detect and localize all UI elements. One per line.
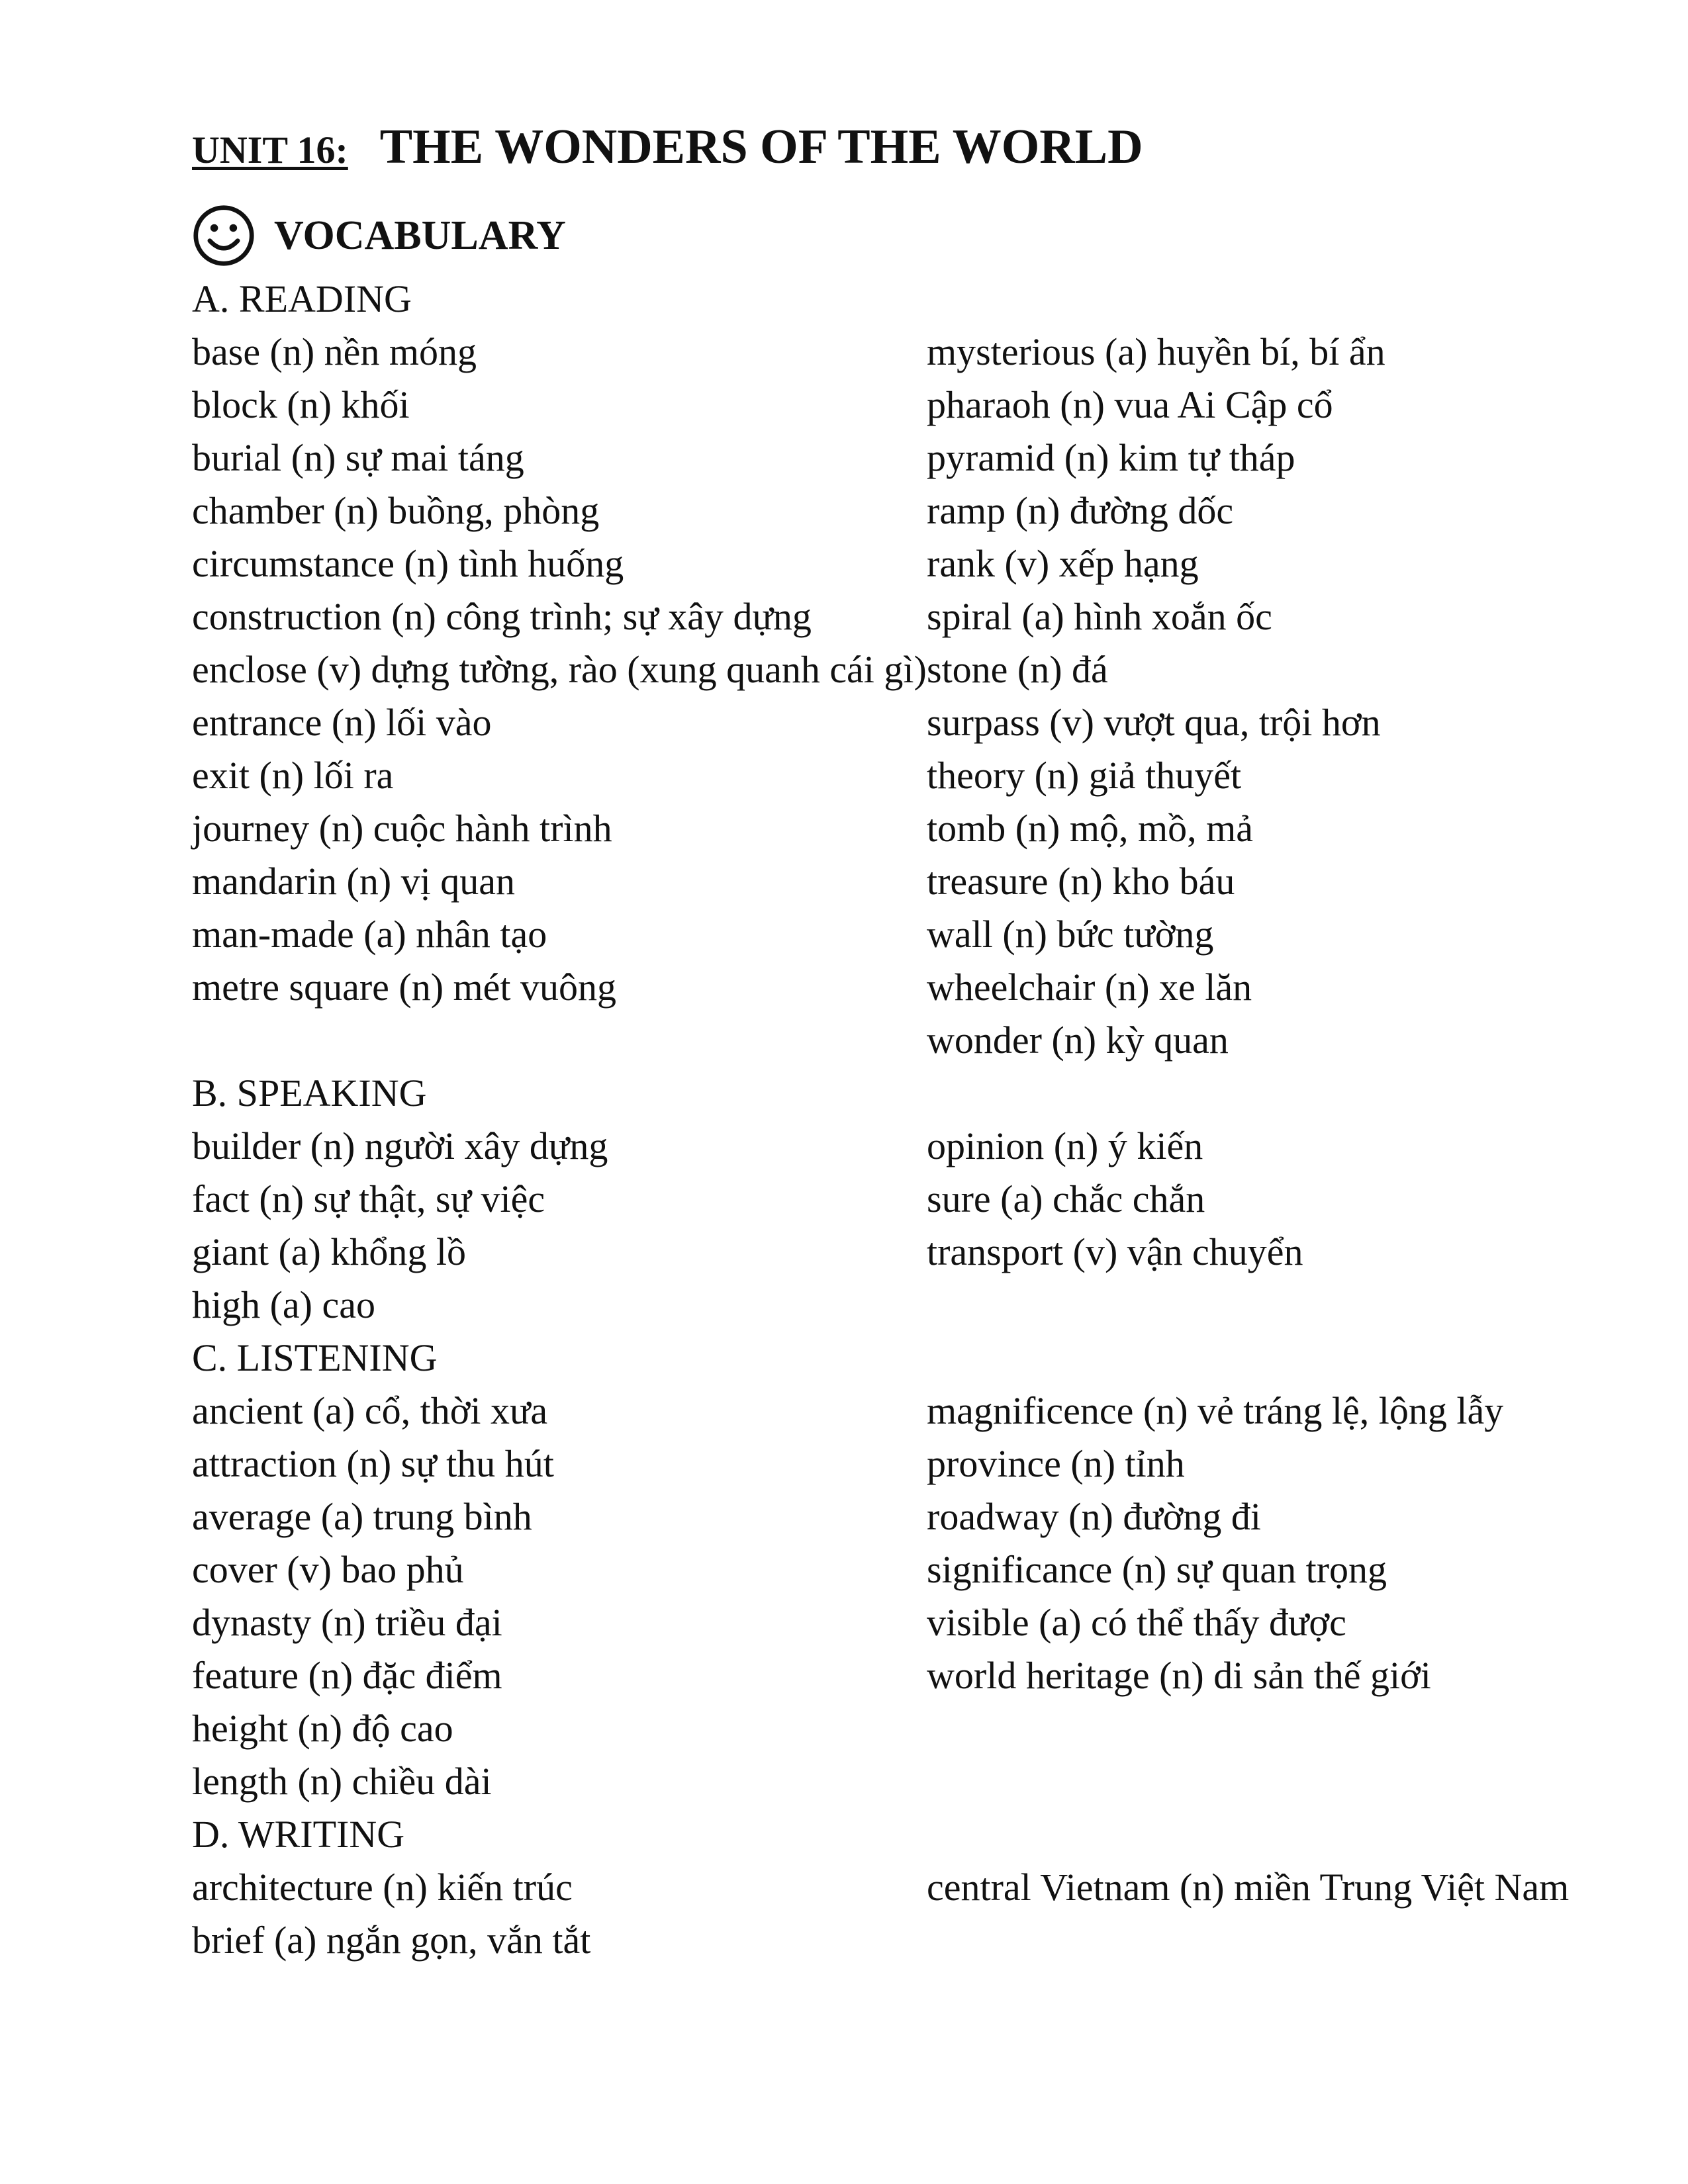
list-item: cover (v) bao phủ — [192, 1548, 464, 1591]
right-column — [927, 1861, 1595, 1967]
section-title: B. SPEAKING — [192, 1071, 427, 1115]
unit-title: THE WONDERS OF THE WORLD — [379, 120, 1143, 174]
list-item: architecture (n) kiến trúc — [192, 1866, 573, 1909]
list-item: pharaoh (n) vua Ai Cập cổ — [927, 383, 1333, 426]
list-item: circumstance (n) tình huống — [192, 542, 624, 585]
left-column — [192, 326, 927, 1067]
list-item: average (a) trung bình — [192, 1495, 532, 1538]
list-item: builder (n) người xây dựng — [192, 1124, 608, 1167]
list-item: high (a) cao — [192, 1283, 375, 1326]
list-item: central Vietnam (n) miền Trung Việt Nam — [927, 1866, 1570, 1909]
list-item: man-made (a) nhân tạo — [192, 913, 547, 956]
unit-label: UNIT 16: — [192, 128, 348, 171]
section-title: C. LISTENING — [192, 1336, 438, 1379]
section-columns — [192, 1385, 1595, 1808]
list-item: wonder (n) kỳ quan — [927, 1019, 1229, 1062]
list-item: transport (v) vận chuyển — [927, 1230, 1303, 1273]
list-item: visible (a) có thể thấy được — [927, 1601, 1346, 1644]
list-item: pyramid (n) kim tự tháp — [927, 436, 1295, 479]
right-column — [927, 326, 1595, 1067]
list-item: world heritage (n) di sản thế giới — [927, 1654, 1431, 1697]
list-item: stone (n) đá — [927, 648, 1108, 691]
list-item: rank (v) xếp hạng — [927, 542, 1199, 585]
list-item: ramp (n) đường dốc — [927, 489, 1234, 532]
list-item: sure (a) chắc chắn — [927, 1177, 1205, 1220]
list-item: brief (a) ngắn gọn, vắn tắt — [192, 1919, 591, 1962]
section-reading — [192, 273, 1595, 1067]
vocabulary-heading-row — [192, 199, 1595, 273]
right-column — [927, 1385, 1595, 1808]
section-columns — [192, 326, 1595, 1067]
list-item: block (n) khối — [192, 383, 410, 426]
list-item: length (n) chiều dài — [192, 1760, 492, 1803]
list-item: construction (n) công trình; sự xây dựng — [192, 595, 812, 638]
list-item: surpass (v) vượt qua, trội hơn — [927, 701, 1381, 744]
section-columns — [192, 1120, 1595, 1332]
smiley-face-icon — [192, 204, 256, 267]
list-item: exit (n) lối ra — [192, 754, 394, 797]
list-item: province (n) tỉnh — [927, 1442, 1185, 1485]
list-item: fact (n) sự thật, sự việc — [192, 1177, 545, 1220]
document-page — [192, 119, 1595, 1967]
list-item: wall (n) bức tường — [927, 913, 1214, 956]
list-item: base (n) nền móng — [192, 330, 477, 373]
list-item: magnificence (n) vẻ tráng lệ, lộng lẫy — [927, 1389, 1504, 1432]
list-item: chamber (n) buồng, phòng — [192, 489, 600, 532]
section-speaking — [192, 1067, 1595, 1332]
section-listening — [192, 1332, 1595, 1808]
list-item: giant (a) khổng lồ — [192, 1230, 466, 1273]
list-item: burial (n) sự mai táng — [192, 436, 524, 479]
list-item: roadway (n) đường đi — [927, 1495, 1262, 1538]
list-item: enclose (v) dựng tường, rào (xung quanh cái gì) — [192, 648, 927, 691]
unit-title-row — [192, 119, 1595, 199]
list-item: spiral (a) hình xoắn ốc — [927, 595, 1272, 638]
right-column — [927, 1120, 1595, 1332]
left-column — [192, 1861, 927, 1967]
list-item: theory (n) giả thuyết — [927, 754, 1242, 797]
section-writing — [192, 1808, 1595, 1967]
list-item: feature (n) đặc điểm — [192, 1654, 502, 1697]
section-columns — [192, 1861, 1595, 1967]
list-item: metre square (n) mét vuông — [192, 966, 617, 1009]
list-item: treasure (n) kho báu — [927, 860, 1235, 903]
list-item: dynasty (n) triều đại — [192, 1601, 502, 1644]
list-item: mandarin (n) vị quan — [192, 860, 516, 903]
list-item: ancient (a) cổ, thời xưa — [192, 1389, 548, 1432]
list-item: journey (n) cuộc hành trình — [192, 807, 612, 850]
list-item: opinion (n) ý kiến — [927, 1124, 1203, 1167]
vocabulary-heading: VOCABULARY — [274, 212, 566, 258]
section-title: A. READING — [192, 277, 412, 320]
list-item: wheelchair (n) xe lăn — [927, 966, 1252, 1009]
left-column — [192, 1120, 927, 1332]
list-item: height (n) độ cao — [192, 1707, 453, 1750]
list-item: entrance (n) lối vào — [192, 701, 492, 744]
section-title: D. WRITING — [192, 1813, 405, 1856]
list-item: significance (n) sự quan trọng — [927, 1548, 1387, 1591]
list-item: attraction (n) sự thu hút — [192, 1442, 554, 1485]
left-column — [192, 1385, 927, 1808]
list-item: tomb (n) mộ, mồ, mả — [927, 807, 1253, 850]
list-item: mysterious (a) huyền bí, bí ẩn — [927, 330, 1385, 373]
